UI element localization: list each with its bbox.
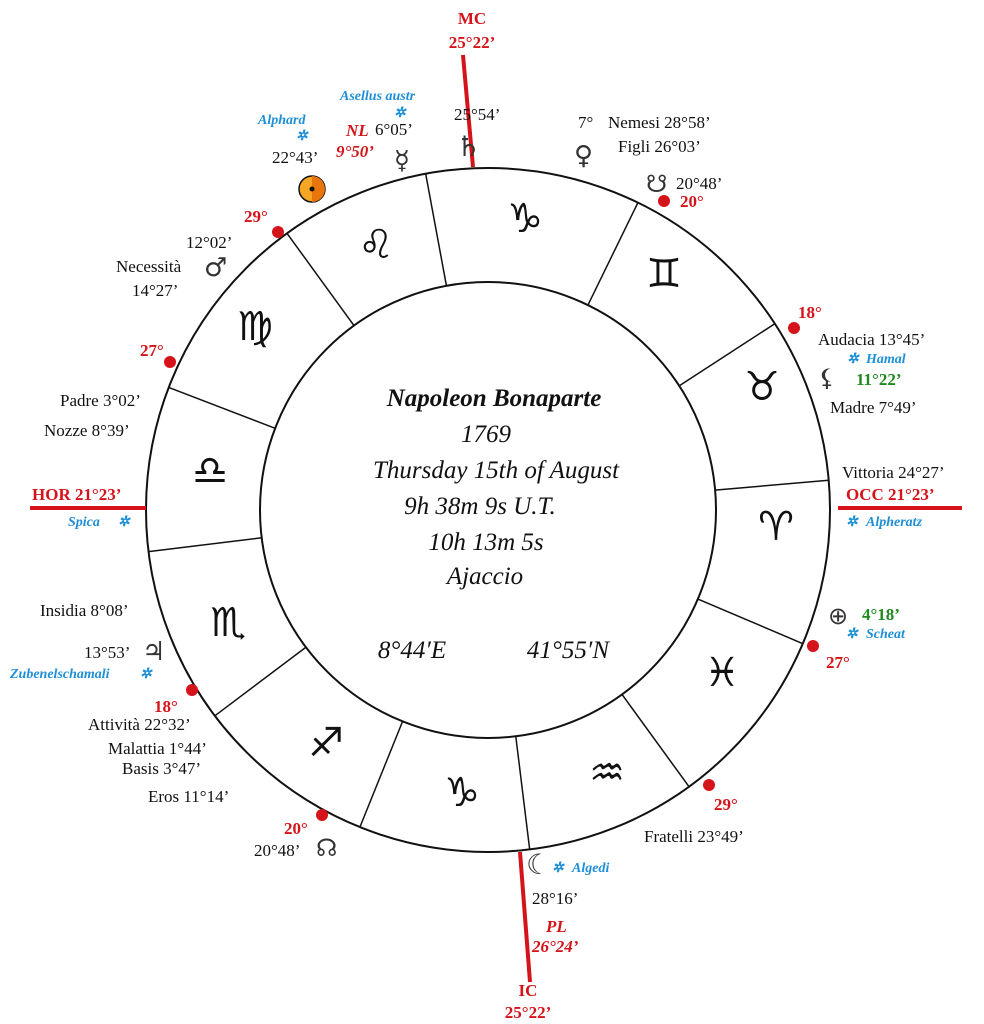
star-scheat: Scheat	[866, 627, 905, 642]
house-divider	[622, 694, 689, 786]
sign-sagittarius: ♐	[308, 720, 344, 766]
sun-dot	[310, 187, 315, 192]
cusp-dot	[272, 226, 284, 238]
occ-label: OCC 21°23’	[846, 485, 935, 504]
birth-place: Ajaccio	[446, 563, 524, 590]
mars-degree: 12°02’	[186, 233, 233, 252]
sign-gemini: ♊	[646, 251, 682, 297]
house-divider	[516, 736, 530, 849]
sign-aries: ♈	[758, 504, 794, 550]
mercury-degree: 6°05’	[375, 120, 413, 139]
star-icon: ✲	[847, 352, 859, 367]
ic-degree: 25°22’	[504, 1003, 552, 1022]
latitude: 41°55′N	[526, 637, 610, 664]
cusp-dot	[316, 809, 328, 821]
ic-label: IC	[518, 981, 538, 1000]
star-alphard: Alphard	[258, 113, 306, 128]
sign-libra: ♎	[192, 448, 228, 494]
star-asellus: Asellus austr	[340, 89, 416, 104]
sun-degree: 22°43’	[272, 148, 319, 167]
part-padre: Padre 3°02’	[60, 391, 141, 410]
part-fratelli: Fratelli 23°49’	[644, 827, 744, 846]
house-divider	[715, 480, 829, 490]
part-figli: Figli 26°03’	[618, 137, 701, 156]
star-hamal: Hamal	[866, 352, 906, 367]
house-divider	[698, 599, 803, 644]
part-nozze: Nozze 8°39’	[44, 421, 130, 440]
star-icon: ✲	[846, 515, 858, 530]
lilith-degree: 11°22’	[856, 370, 902, 389]
birth-year: 1769	[461, 421, 511, 448]
house-divider	[149, 538, 262, 552]
cusp-degree: 18°	[154, 697, 178, 716]
person-name: Napoleon Bonaparte	[386, 385, 602, 412]
sign-aquarius: ♒	[589, 750, 625, 796]
cusp-dot	[807, 640, 819, 652]
pl-degree: 26°24’	[532, 937, 579, 956]
south-node-degree: 20°48’	[676, 174, 723, 193]
part-basis: Basis 3°47’	[122, 759, 202, 778]
nl-degree: 9°50’	[336, 142, 374, 161]
cusp-degree: 29°	[244, 207, 268, 226]
venus-degree: 7°	[578, 113, 594, 132]
birth-date: Thursday 15th of August	[372, 457, 620, 484]
part-vittoria: Vittoria 24°27’	[842, 463, 945, 482]
star-spica: Spica	[68, 515, 100, 530]
star-icon: ✲	[552, 861, 564, 876]
north-node-icon: ☊	[316, 834, 338, 862]
house-divider	[169, 387, 275, 428]
part-eros: Eros 11°14’	[148, 787, 230, 806]
hor-label: HOR 21°23’	[32, 485, 122, 504]
part-malattia: Malattia 1°44’	[108, 739, 207, 758]
sign-leo: ♌	[358, 222, 394, 268]
sign-pisces: ♓	[704, 650, 740, 696]
sign-virgo: ♍	[237, 304, 273, 350]
pl-label: PL	[546, 917, 567, 936]
star-alpheratz: Alpheratz	[866, 515, 923, 530]
part-audacia: Audacia 13°45’	[818, 330, 926, 349]
saturn-degree: 25°54’	[454, 105, 501, 124]
sign-taurus: ♉	[744, 364, 780, 410]
part-nemesi: Nemesi 28°58’	[608, 113, 711, 132]
cusp-degree: 20°	[680, 192, 704, 211]
ut-time: 9h 38m 9s U.T.	[404, 493, 556, 520]
longitude: 8°44′E	[377, 637, 447, 664]
house-divider	[360, 721, 403, 827]
mc-degree: 25°22’	[448, 33, 496, 52]
local-time: 10h 13m 5s	[428, 529, 544, 556]
mars-extra-degree: 14°27’	[132, 281, 179, 300]
sign-capricorn-top: ♑	[507, 196, 543, 242]
star-algedi: Algedi	[572, 861, 610, 876]
cusp-degree: 27°	[826, 653, 850, 672]
venus-icon: ♀	[574, 141, 594, 171]
part-insidia: Insidia 8°08’	[40, 601, 129, 620]
earth-icon: ⊕	[828, 602, 849, 630]
jupiter-icon: ♃	[142, 637, 166, 667]
part-necessita: Necessità	[116, 257, 182, 276]
north-node-degree: 20°48’	[254, 841, 301, 860]
star-icon: ✲	[118, 515, 130, 530]
part-attivita: Attività 22°32’	[88, 715, 191, 734]
star-icon: ✲	[846, 627, 858, 642]
part-madre: Madre 7°49’	[830, 398, 917, 417]
cusp-dot	[703, 779, 715, 791]
cusp-dot	[788, 322, 800, 334]
sign-capricorn-bottom: ♑	[444, 770, 480, 816]
jupiter-degree: 13°53’	[84, 643, 131, 662]
south-node-icon: ☋	[646, 170, 668, 198]
sign-scorpio: ♏	[210, 600, 246, 646]
cusp-degree: 29°	[714, 795, 738, 814]
cusp-degree: 20°	[284, 819, 308, 838]
moon-degree: 28°16’	[532, 889, 579, 908]
star-zubenelschamali: Zubenelschamali	[10, 667, 110, 682]
cusp-degree: 27°	[140, 341, 164, 360]
mercury-icon: ☿	[394, 146, 410, 176]
lilith-icon: ⚸	[818, 364, 836, 392]
house-divider	[215, 647, 306, 716]
house-divider	[287, 233, 354, 325]
star-icon: ✲	[140, 667, 152, 682]
star-icon: ✲	[394, 106, 406, 121]
cusp-degree: 18°	[798, 303, 822, 322]
mars-icon: ♂	[204, 253, 228, 283]
star-icon: ✲	[296, 129, 308, 144]
house-divider	[588, 203, 638, 305]
earth-degree: 4°18’	[862, 605, 900, 624]
nl-label: NL	[346, 121, 369, 140]
chart-center-info	[373, 385, 620, 664]
saturn-icon: ♄	[456, 130, 482, 163]
cusp-dot	[164, 356, 176, 368]
house-divider	[426, 174, 447, 286]
mc-label: MC	[457, 9, 487, 28]
cusp-dot	[186, 684, 198, 696]
moon-icon: ☾	[526, 848, 552, 881]
